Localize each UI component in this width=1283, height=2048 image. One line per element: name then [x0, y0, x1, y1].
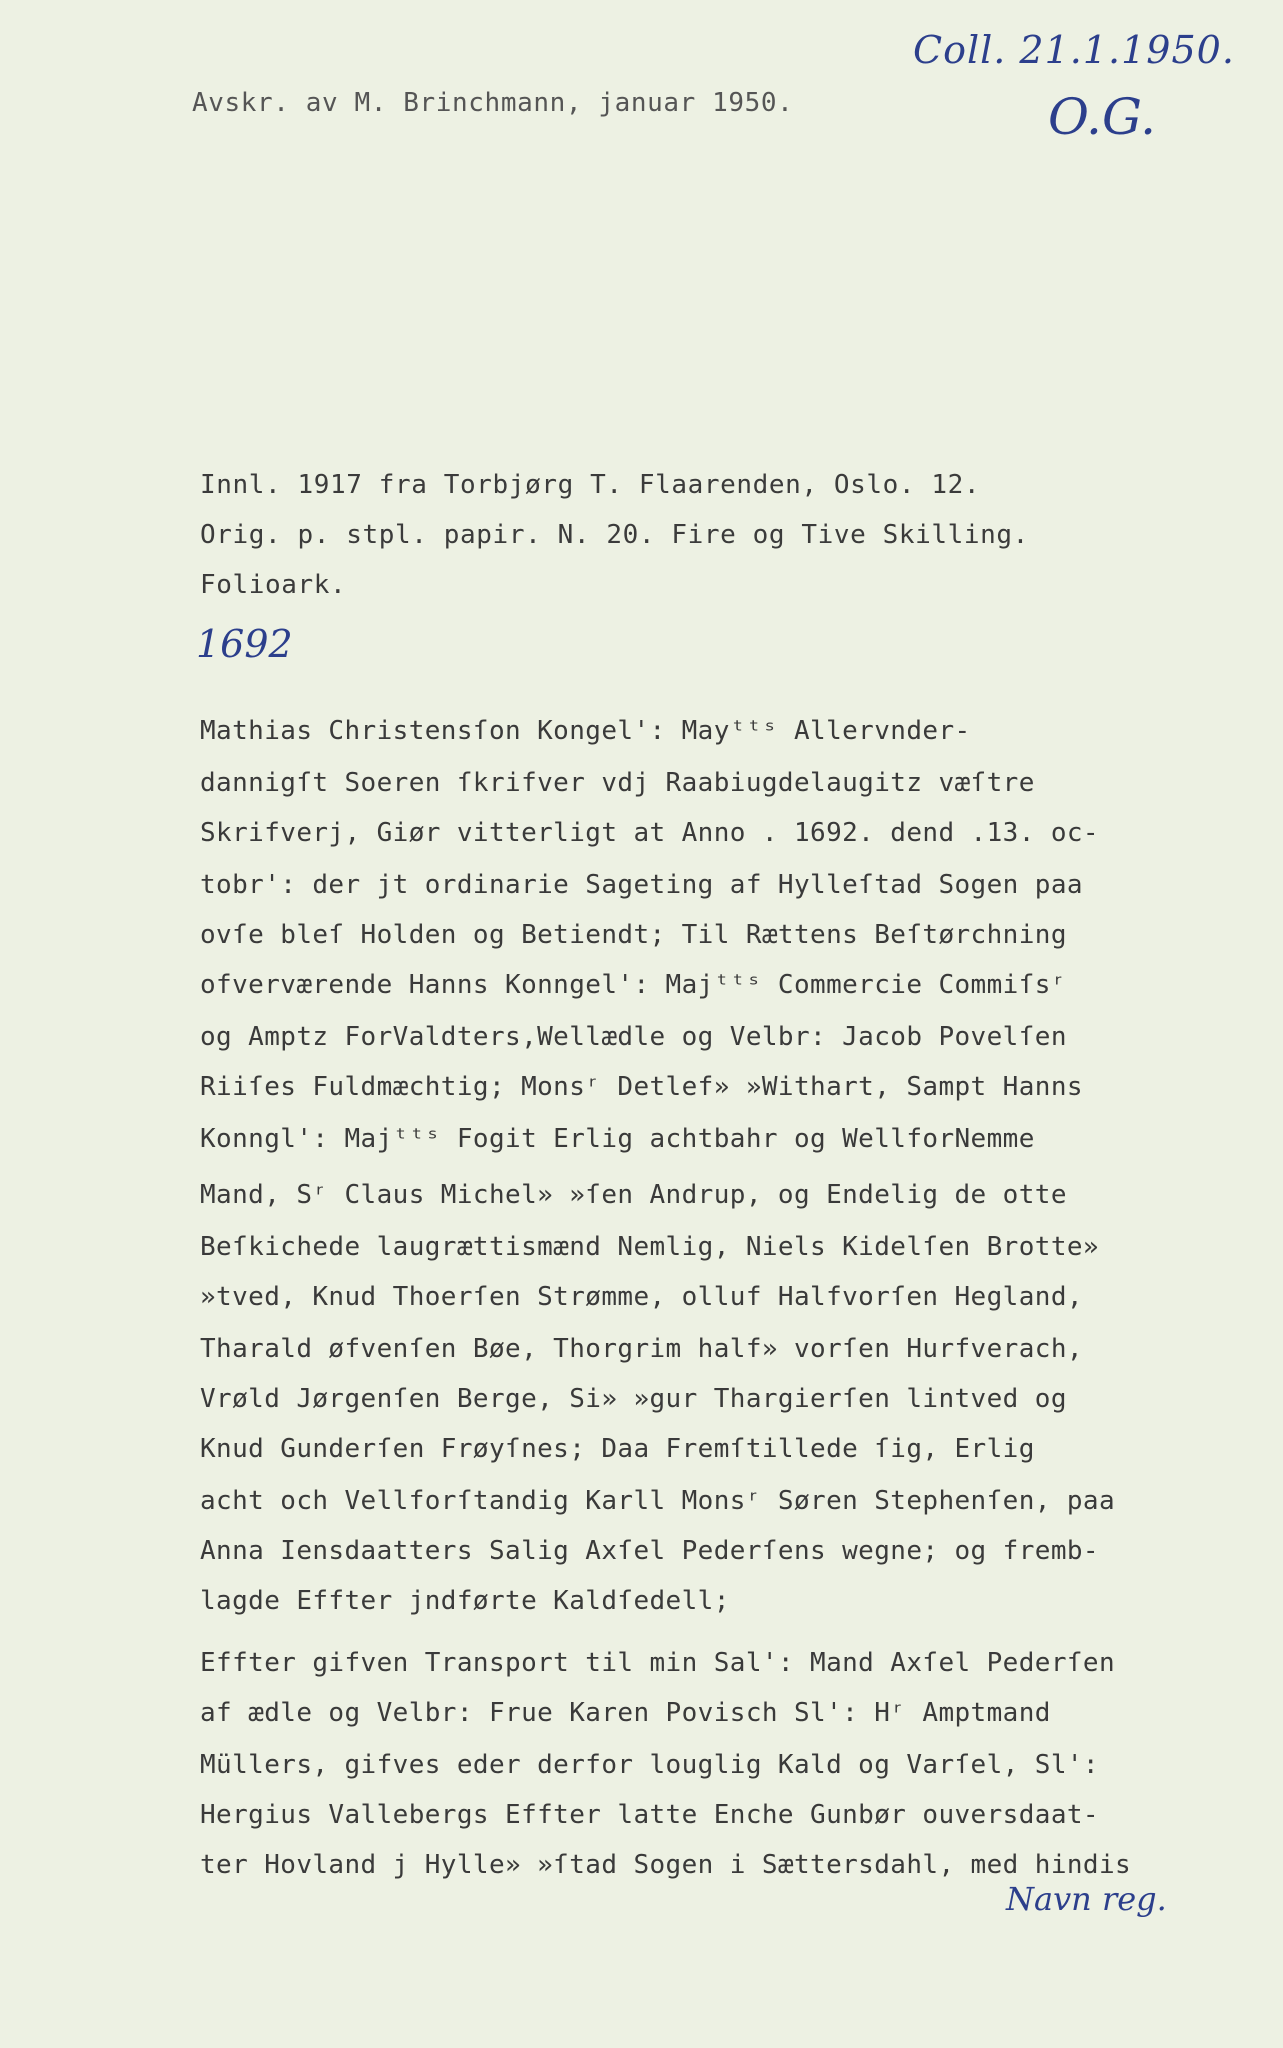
- source-line-1: Innl. 1917 fra Torbjørg T. Flaarenden, Oslo. 12.: [200, 470, 981, 500]
- body-line: og Amptz ForValdters,Wellædle og Velbr: Jacob Povelſen: [200, 1022, 1067, 1052]
- body-line: »tved, Knud Thoerſen Strømme, olluf Halfvorſen Hegland,: [200, 1282, 1083, 1312]
- body-line: tobr': der jt ordinarie Sageting af Hylleſtad Sogen paa: [200, 870, 1083, 900]
- source-line-3: Folioark.: [200, 570, 347, 600]
- body-line: Vrøld Jørgenſen Berge, Si» »gur Thargierſen lintved og: [200, 1384, 1067, 1414]
- body-line: ter Hovland j Hylle» »ſtad Sogen i Sættersdahl, med hindis: [200, 1850, 1132, 1880]
- year-note-handwritten: 1692: [196, 622, 293, 666]
- body-line: Müllers, gifves eder derfor louglig Kald og Varſel, Sl':: [200, 1750, 1099, 1780]
- body-line: Anna Iensdaatters Salig Axſel Pederſens wegne; og fremb-: [200, 1536, 1099, 1566]
- register-note-handwritten: Navn reg.: [1006, 1880, 1167, 1918]
- body-line: Beſkichede laugrættismænd Nemlig, Niels Kidelſen Brotte»: [200, 1232, 1099, 1262]
- body-line: Tharald øfvenſen Bøe, Thorgrim half» vorſen Hurfverach,: [200, 1334, 1083, 1364]
- initials-handwritten: O.G.: [1048, 88, 1157, 146]
- body-line: Mand, Sʳ Claus Michel» »ſen Andrup, og Endelig de otte: [200, 1180, 1067, 1210]
- body-line: Skrifverj, Giør vitterligt at Anno . 1692. dend .13. oc-: [200, 818, 1099, 848]
- body-line: dannigſt Soeren ſkrifver vdj Raabiugdelaugitz væſtre: [200, 768, 1035, 798]
- body-line: Konngl': Majᵗᵗˢ Fogit Erlig achtbahr og WellforNemme: [200, 1124, 1035, 1154]
- body-line: Riiſes Fuldmæchtig; Monsʳ Detlef» »Withart, Sampt Hanns: [200, 1072, 1083, 1102]
- body-line: ofverværende Hanns Konngel': Majᵗᵗˢ Commercie Commiſsʳ: [200, 970, 1067, 1000]
- transcription-note: Avskr. av M. Brinchmann, januar 1950.: [192, 88, 794, 118]
- source-line-2: Orig. p. stpl. papir. N. 20. Fire og Tive Skilling.: [200, 520, 1029, 550]
- body-line: Knud Gunderſen Frøyſnes; Daa Fremſtillede ſig, Erlig: [200, 1434, 1035, 1464]
- body-line: Effter gifven Transport til min Sal': Mand Axſel Pederſen: [200, 1648, 1116, 1678]
- body-line: af ædle og Velbr: Frue Karen Povisch Sl': Hʳ Amptmand: [200, 1698, 1051, 1728]
- body-line: ovſe bleſ Holden og Betiendt; Til Rættens Beſtørchning: [200, 920, 1067, 950]
- body-line: acht och Vellforſtandig Karll Monsʳ Søren Stephenſen, paa: [200, 1486, 1116, 1516]
- body-line: Hergius Vallebergs Effter latte Enche Gunbør ouversdaat-: [200, 1800, 1099, 1830]
- collection-note-handwritten: Coll. 21.1.1950.: [913, 28, 1235, 72]
- body-line: Mathias Christensſon Kongel': Mayᵗᵗˢ Allervnder-: [200, 716, 971, 746]
- body-line: lagde Effter jndførte Kaldſedell;: [200, 1586, 730, 1616]
